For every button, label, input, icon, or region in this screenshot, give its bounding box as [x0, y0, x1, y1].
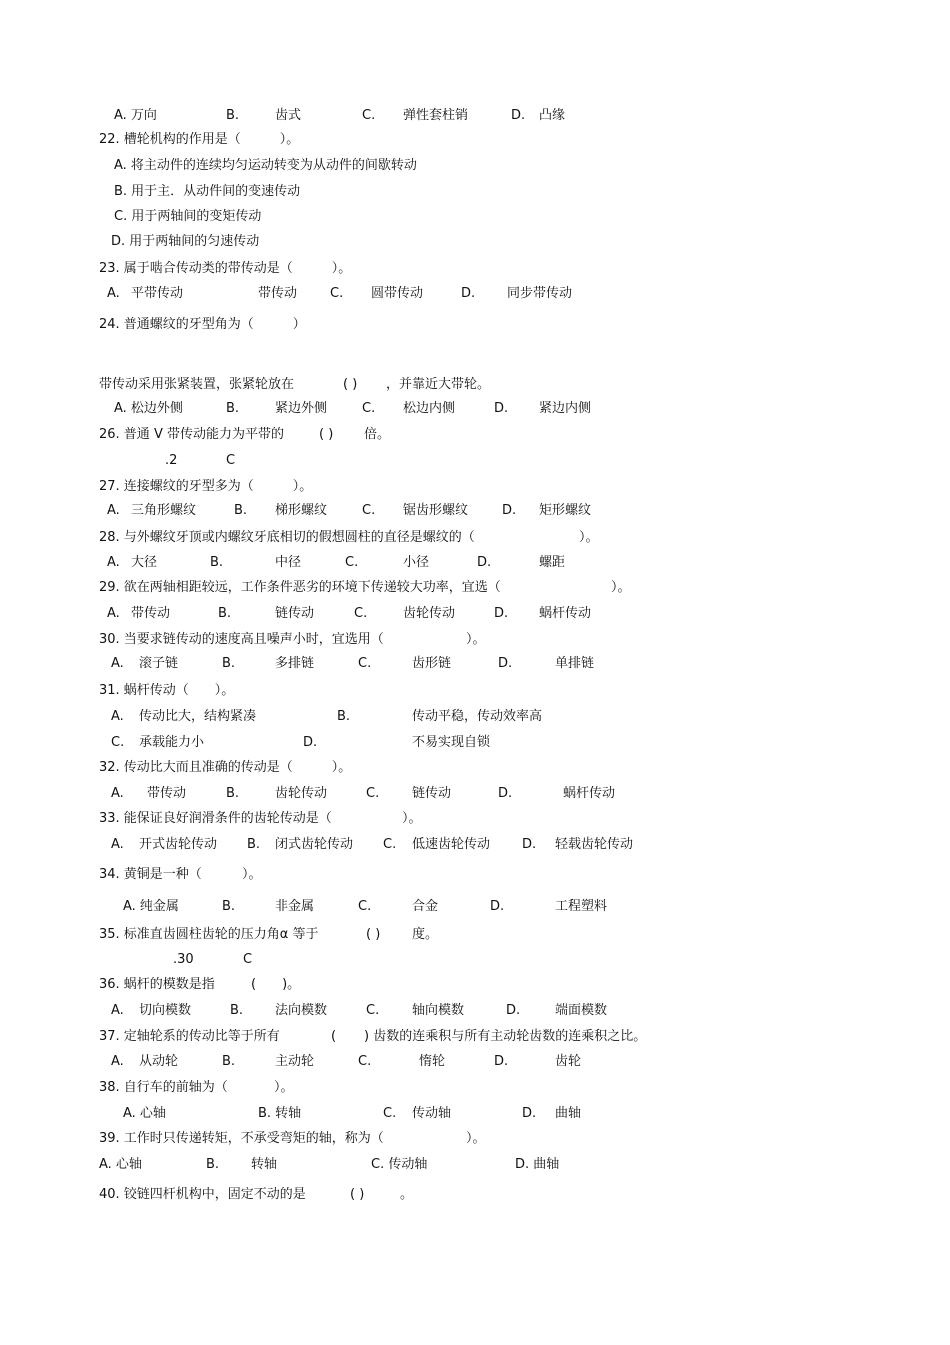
option-d-label: D. — [494, 606, 509, 621]
option-a-label: A. — [111, 709, 124, 724]
option-a-label: A. — [107, 286, 120, 301]
option-c-text: 锯齿形螺纹 — [403, 503, 469, 518]
option-d-label: D. — [522, 1106, 537, 1121]
option-b-text: 齿式 — [275, 108, 302, 123]
option-d: D. 曲轴 — [515, 1157, 560, 1172]
option-c-label: C. — [358, 656, 372, 671]
option-c-text: 弹性套柱销 — [403, 108, 469, 123]
option-a-label: A. — [107, 606, 120, 621]
option-b: B. 转轴 — [258, 1106, 302, 1121]
option-b-label: B. — [210, 555, 224, 570]
question-text-end: ( )。 — [251, 977, 301, 992]
option-c-label: C. — [362, 401, 376, 416]
question-text: 35. 标准直齿圆柱齿轮的压力角α 等于 — [99, 927, 319, 942]
answer-blank: ( ) — [366, 927, 381, 942]
option-c-label: C — [243, 952, 253, 967]
question-text-end: ）。 — [274, 1080, 294, 1095]
option-d-text: 矩形螺纹 — [539, 503, 592, 518]
option-a-text: 开式齿轮传动 — [139, 837, 218, 852]
option-b-label: B. — [247, 837, 261, 852]
question-text: 32. 传动比大而且准确的传动是（ ）。 — [99, 760, 352, 775]
option-d-label: D. — [511, 108, 526, 123]
option-a-label: A. — [111, 837, 124, 852]
option-d-label: D. — [303, 735, 318, 750]
option-a-text: 三角形螺纹 — [131, 503, 197, 518]
question-text: 23. 属于啮合传动类的带传动是（ ）。 — [99, 261, 352, 276]
option-b-label: B. — [222, 656, 236, 671]
question-text-end: 度。 — [412, 927, 439, 942]
question-text: 30. 当要求链传动的速度高且噪声小时，宜选用（ — [99, 632, 384, 647]
option-c: C. 传动轴 — [371, 1157, 428, 1172]
option-d-text: 紧边内侧 — [539, 401, 592, 416]
option-a-label: A. — [111, 1054, 124, 1069]
question-text: 27. 连接螺纹的牙型多为（ ）。 — [99, 479, 313, 494]
question-text-end: 倍。 — [364, 427, 391, 442]
answer-blank: ( ) — [319, 427, 334, 442]
option-b-text: 梯形螺纹 — [275, 503, 328, 518]
question-text: 34. 黄铜是一种（ — [99, 867, 202, 882]
option-d-text: 螺距 — [539, 555, 566, 570]
option-d-label: D. — [494, 1054, 509, 1069]
option-b-text: 带传动 — [258, 286, 298, 301]
option-a: A. 心轴 — [99, 1157, 142, 1172]
option-c-label: C. — [362, 108, 376, 123]
option-a-text: 切向模数 — [139, 1003, 192, 1018]
option-c-label: C. — [111, 735, 125, 750]
option-b-label: B. — [226, 108, 240, 123]
question-text: 24. 普通螺纹的牙型角为（ ） — [99, 317, 306, 332]
question-text: 26. 普通 V 带传动能力为平带的 — [99, 427, 284, 442]
option-d-label: D. — [522, 837, 537, 852]
question-text: 22. 槽轮机构的作用是（ ）。 — [99, 132, 300, 147]
option-b-label: B. — [337, 709, 351, 724]
option-b-text: 中径 — [275, 555, 302, 570]
question-text-end: ）。 — [611, 580, 631, 595]
option-b-text: 非金属 — [275, 899, 315, 914]
option-d-text: 曲轴 — [555, 1106, 582, 1121]
option-b-label: B. — [226, 786, 240, 801]
option-a: A. 纯金属 — [123, 899, 179, 914]
option-d-text: 齿轮 — [555, 1054, 582, 1069]
option-c-label: C. — [358, 1054, 372, 1069]
option-c-text: 轴向模数 — [412, 1003, 465, 1018]
question-text: 40. 铰链四杆机构中，固定不动的是 — [99, 1187, 306, 1202]
answer-blank: ( ) — [343, 377, 358, 392]
option-b-label: B. — [222, 899, 236, 914]
option-b-label: B. — [218, 606, 232, 621]
option-c-label: C. — [330, 286, 344, 301]
question-text-end: ）。 — [242, 867, 262, 882]
option-b-text: 闭式齿轮传动 — [275, 837, 354, 852]
option-text: D. 用于两轴间的匀速传动 — [111, 234, 260, 249]
option-d-text: 工程塑料 — [555, 899, 608, 914]
question-text: 29. 欲在两轴相距较远，工作条件恶劣的环境下传递较大功率，宜选（ — [99, 580, 501, 595]
option-a-label: A. — [107, 555, 120, 570]
option-d-text: 单排链 — [555, 656, 595, 671]
question-text: 33. 能保证良好润滑条件的齿轮传动是（ — [99, 811, 332, 826]
option-c-label: C. — [345, 555, 359, 570]
question-text: 39. 工作时只传递转矩，不承受弯矩的轴，称为（ — [99, 1131, 384, 1146]
question-text-end: 。 — [400, 1187, 414, 1202]
option-d-label: D. — [506, 1003, 521, 1018]
option-fragment: .30 — [173, 952, 194, 967]
answer-blank: ( ) — [350, 1187, 365, 1202]
question-text: 28. 与外螺纹牙顶或内螺纹牙底相切的假想圆柱的直径是螺纹的（ — [99, 530, 475, 545]
option-a-label: A. — [107, 503, 120, 518]
question-text-end: ）。 — [579, 530, 599, 545]
option-b-text: 转轴 — [251, 1157, 278, 1172]
option-fragment: .2 — [165, 453, 178, 468]
option-b-label: B. — [230, 1003, 244, 1018]
option-c-text: 低速齿轮传动 — [412, 837, 491, 852]
option-a-label: A. — [111, 786, 124, 801]
option-d-label: D. — [477, 555, 492, 570]
option-c-label: C. — [358, 899, 372, 914]
option-a-text: 滚子链 — [139, 656, 179, 671]
question-text: 31. 蜗杆传动（ ）。 — [99, 683, 235, 698]
option-text: B. 用于主．从动件间的变速传动 — [114, 184, 301, 199]
option-b-text: 主动轮 — [275, 1054, 315, 1069]
option-b-text: 链传动 — [275, 606, 315, 621]
answer-blank-open: ( — [331, 1029, 337, 1044]
question-text: 38. 自行车的前轴为（ — [99, 1080, 228, 1095]
option-d-text: 同步带传动 — [507, 286, 573, 301]
option-a: A. 万向 — [114, 108, 157, 123]
option-b-label: B. — [206, 1157, 220, 1172]
option-text: C. 用于两轴间的变矩传动 — [114, 209, 262, 224]
option-d-text: 端面模数 — [555, 1003, 608, 1018]
question-text: 37. 定轴轮系的传动比等于所有 — [99, 1029, 280, 1044]
option-c-label: C. — [383, 1106, 397, 1121]
option-a: A. 松边外侧 — [114, 401, 183, 416]
option-c-text: 圆带传动 — [371, 286, 424, 301]
option-a-text: 大径 — [131, 555, 158, 570]
question-text: 36. 蜗杆的模数是指 — [99, 977, 215, 992]
question-text-end: ）。 — [466, 1131, 486, 1146]
option-c-text: 齿轮传动 — [403, 606, 456, 621]
option-d-text: 轻载齿轮传动 — [555, 837, 634, 852]
option-d-text: 蜗杆传动 — [563, 786, 616, 801]
option-c-label: C. — [366, 786, 380, 801]
option-b-text: 齿轮传动 — [275, 786, 328, 801]
option-d-label: D. — [461, 286, 476, 301]
option-a-label: A. — [111, 656, 124, 671]
option-d-text: 凸缘 — [539, 108, 566, 123]
option-d-label: D. — [502, 503, 517, 518]
option-d-label: D. — [498, 656, 513, 671]
option-c-label: C. — [362, 503, 376, 518]
option-a: A. 心轴 — [123, 1106, 166, 1121]
option-c-text: 链传动 — [412, 786, 452, 801]
option-d-text: 蜗杆传动 — [539, 606, 592, 621]
option-b-text: 多排链 — [275, 656, 315, 671]
option-a-text: 传动比大，结构紧凑 — [139, 709, 257, 724]
option-b-label: B. — [226, 401, 240, 416]
option-c-text: 承载能力小 — [139, 735, 205, 750]
option-a-text: 从动轮 — [139, 1054, 179, 1069]
option-c-text: 传动轴 — [412, 1106, 452, 1121]
option-c-text: 惰轮 — [419, 1054, 446, 1069]
option-c-text: 合金 — [412, 899, 439, 914]
question-text-end: ) 齿数的连乘积与所有主动轮齿数的连乘积之比。 — [364, 1029, 647, 1044]
option-b-text: 传动平稳，传动效率高 — [412, 709, 543, 724]
option-c-label: C. — [354, 606, 368, 621]
option-c-label: C. — [383, 837, 397, 852]
option-b-text: 紧边外侧 — [275, 401, 328, 416]
option-c-text: 齿形链 — [412, 656, 452, 671]
question-text: 带传动采用张紧装置，张紧轮放在 — [99, 377, 295, 392]
option-d-label: D. — [494, 401, 509, 416]
option-c-text: 松边内侧 — [403, 401, 456, 416]
option-c-label: C. — [366, 1003, 380, 1018]
question-text-end: ，并靠近大带轮。 — [386, 377, 491, 392]
option-a-text: 平带传动 — [131, 286, 184, 301]
question-text-end: ）。 — [466, 632, 486, 647]
option-a-label: A. — [111, 1003, 124, 1018]
option-a-text: 带传动 — [131, 606, 171, 621]
option-d-label: D. — [498, 786, 513, 801]
option-a-text: 带传动 — [147, 786, 187, 801]
option-d-text: 不易实现自锁 — [412, 735, 491, 750]
option-c-text: 小径 — [403, 555, 430, 570]
option-b-label: B. — [234, 503, 248, 518]
option-text: A. 将主动件的连续均匀运动转变为从动件的间歇转动 — [114, 158, 417, 173]
option-b-text: 法向模数 — [275, 1003, 328, 1018]
question-text-end: ）。 — [402, 811, 422, 826]
option-d-label: D. — [490, 899, 505, 914]
option-c-label: C — [226, 453, 236, 468]
option-b-label: B. — [222, 1054, 236, 1069]
